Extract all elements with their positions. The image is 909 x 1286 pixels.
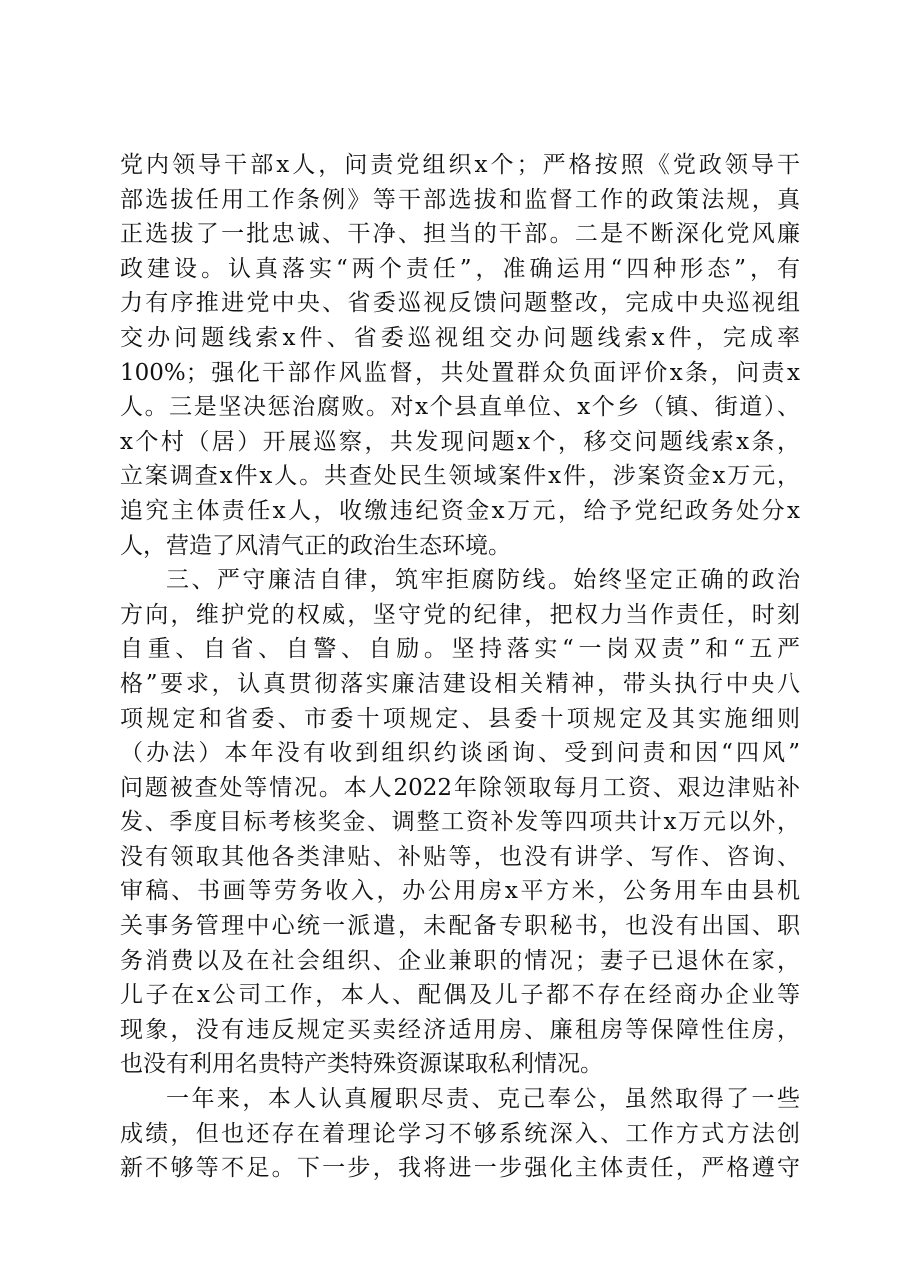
text-line: 问题被查处等情况。本人2022年除领取每月工资、艰边津贴补: [120, 774, 800, 801]
text-line: 格”要求，认真贯彻落实廉洁建设相关精神，带头执行中央八: [120, 670, 800, 697]
text-line: 成绩，但也还存在着理论学习不够系统深入、工作方式方法创: [120, 1120, 800, 1147]
text-line: 自重、自省、自警、自励。坚持落实“一岗双责”和“五严: [120, 636, 800, 663]
text-line: 人。三是坚决惩治腐败。对x个县直单位、x个乡（镇、街道）、: [120, 394, 800, 421]
text-line: （办法）本年没有收到组织约谈函询、受到问责和因“四风”: [120, 740, 800, 767]
text-line: 现象，没有违反规定买卖经济适用房、廉租房等保障性住房，: [120, 1016, 800, 1043]
text-line: 党内领导干部x人，问责党组织x个；严格按照《党政领导干: [120, 152, 800, 178]
text-line: 关事务管理中心统一派遣，未配备专职秘书，也没有出国、职: [120, 913, 800, 940]
text-line: 交办问题线索x件、省委巡视组交办问题线索x件，完成率: [120, 324, 800, 351]
text-line: 政建设。认真落实“两个责任”，准确运用“四种形态”，有: [120, 255, 800, 282]
text-line: 项规定和省委、市委十项规定、县委十项规定及其实施细则: [120, 705, 800, 732]
text-line: x个村（居）开展巡察，共发现问题x个，移交问题线索x条，: [120, 428, 800, 455]
text-line: 没有领取其他各类津贴、补贴等，也没有讲学、写作、咨询、: [120, 843, 800, 870]
section-heading-line: 三、严守廉洁自律，筑牢拒腐防线。始终坚定正确的政治: [166, 567, 800, 594]
text-line: 新不够等不足。下一步，我将进一步强化主体责任，严格遵守: [120, 1155, 800, 1182]
text-line: 人，营造了风清气正的政治生态环境。: [120, 532, 511, 559]
text-line: 发、季度目标考核奖金、调整工资补发等四项共计x万元以外，: [120, 809, 800, 836]
text-line: 方向，维护党的权威，坚守党的纪律，把权力当作责任，时刻: [120, 601, 800, 628]
text-line: 立案调查x件x人。共查处民生领域案件x件，涉案资金x万元，: [120, 463, 800, 490]
document-body: [120, 148, 800, 1186]
text-line: 追究主体责任x人，收缴违纪资金x万元，给予党纪政务处分x: [120, 497, 800, 524]
text-line: 部选拔任用工作条例》等干部选拔和监督工作的政策法规，真: [120, 186, 800, 213]
paragraph-first-line: 一年来，本人认真履职尽责、克己奉公，虽然取得了一些: [166, 1086, 800, 1113]
text-line: 正选拔了一批忠诚、干净、担当的干部。二是不断深化党风廉: [120, 221, 800, 248]
text-line: 力有序推进党中央、省委巡视反馈问题整改，完成中央巡视组: [120, 290, 800, 317]
text-line: 务消费以及在社会组织、企业兼职的情况；妻子已退休在家，: [120, 947, 800, 974]
text-line: 100%；强化干部作风监督，共处置群众负面评价x条，问责x: [120, 359, 800, 386]
text-line: 审稿、书画等劳务收入，办公用房x平方米，公务用车由县机: [120, 878, 800, 905]
text-line: 也没有利用名贵特产类特殊资源谋取私利情况。: [120, 1051, 603, 1078]
text-line: 儿子在x公司工作，本人、配偶及儿子都不存在经商办企业等: [120, 982, 800, 1009]
